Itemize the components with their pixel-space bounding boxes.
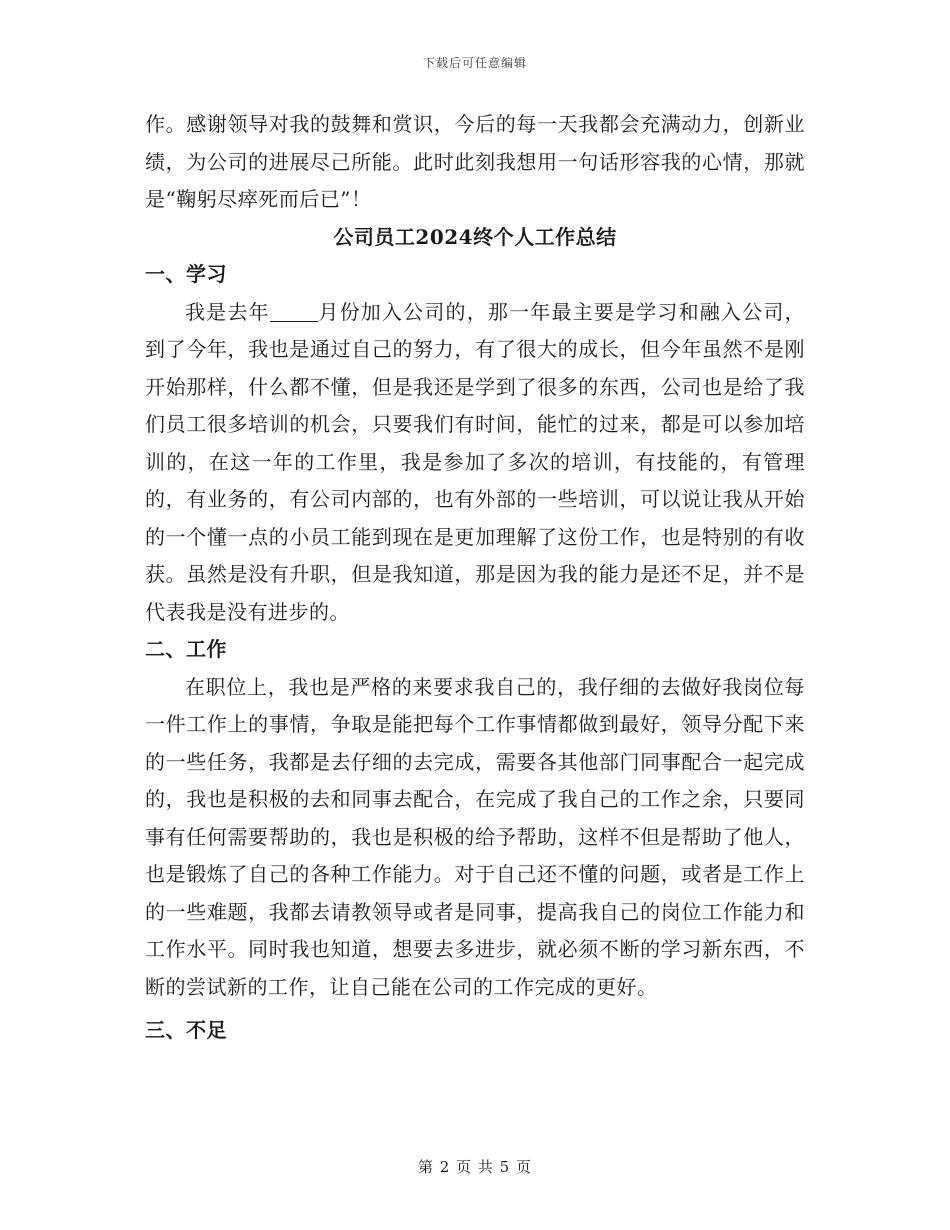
page-header: 下载后可任意编辑 xyxy=(422,56,527,70)
section-heading-shortcomings: 三、不足 xyxy=(145,1018,227,1042)
document-title: 公司员工2024终个人工作总结 xyxy=(333,224,617,249)
study-text-after-blank: 月份加入公司的，那一年最主要是学习和融入公司，到了今年，我也是通过自己的努力，有了很大的成长，但今年虽然不是刚开始那样，什么都不懂，但是我还是学到了很多的东西，公司也是给了我们员工很多培训的机会，只要我们有时间，能忙的过来，都是可以参加培训的，在这一年的工作里，我是参加了多次的培训，有技能的，有管理的，有业务的，有公司内部的，也有外部的一些培训，可以说让我从开始的一个懂一点的小员工能到现在是更加理解了这份工作，也是特别的有收获。虽然是没有升职，但是我知道，那是因为我的能力是还不足，并不是代表我是没有进步的。 xyxy=(145,299,806,624)
fill-in-blank xyxy=(270,303,318,322)
section-heading-study: 一、学习 xyxy=(145,262,227,286)
page-footer: 第 2 页 共 5 页 xyxy=(418,1158,532,1176)
study-text-before-blank: 我是去年 xyxy=(185,299,270,324)
document-body xyxy=(145,106,805,1050)
section-paragraph-work: 在职位上，我也是严格的来要求我自己的，我仔细的去做好我岗位每一件工作上的事情，争取是能把每个工作事情都做到最好，领导分配下来的一些任务，我都是去仔细的去完成，需要各其他部门同事配合一起完成的，我也是积极的去和同事去配合，在完成了我自己的工作之余，只要同事有任何需要帮助的，我也是积极的给予帮助，这样不但是帮助了他人，也是锻炼了自己的各种工作能力。对于自己还不懂的问题，或者是工作上的一些难题，我都去请教领导或者是同事，提高我自己的岗位工作能力和工作水平。同时我也知道，想要去多进步，就必须不断的学习新东西，不断的尝试新的工作，让自己能在公司的工作完成的更好。 xyxy=(145,674,805,999)
intro-paragraph: 作。感谢领导对我的鼓舞和赏识，今后的每一天我都会充满动力，创新业绩，为公司的进展尽己所能。此时此刻我想用一句话形容我的心情，那就是“鞠躬尽瘁死而后已”！ xyxy=(145,112,805,211)
section-paragraph-study xyxy=(145,294,805,632)
section-heading-work: 二、工作 xyxy=(145,637,227,661)
